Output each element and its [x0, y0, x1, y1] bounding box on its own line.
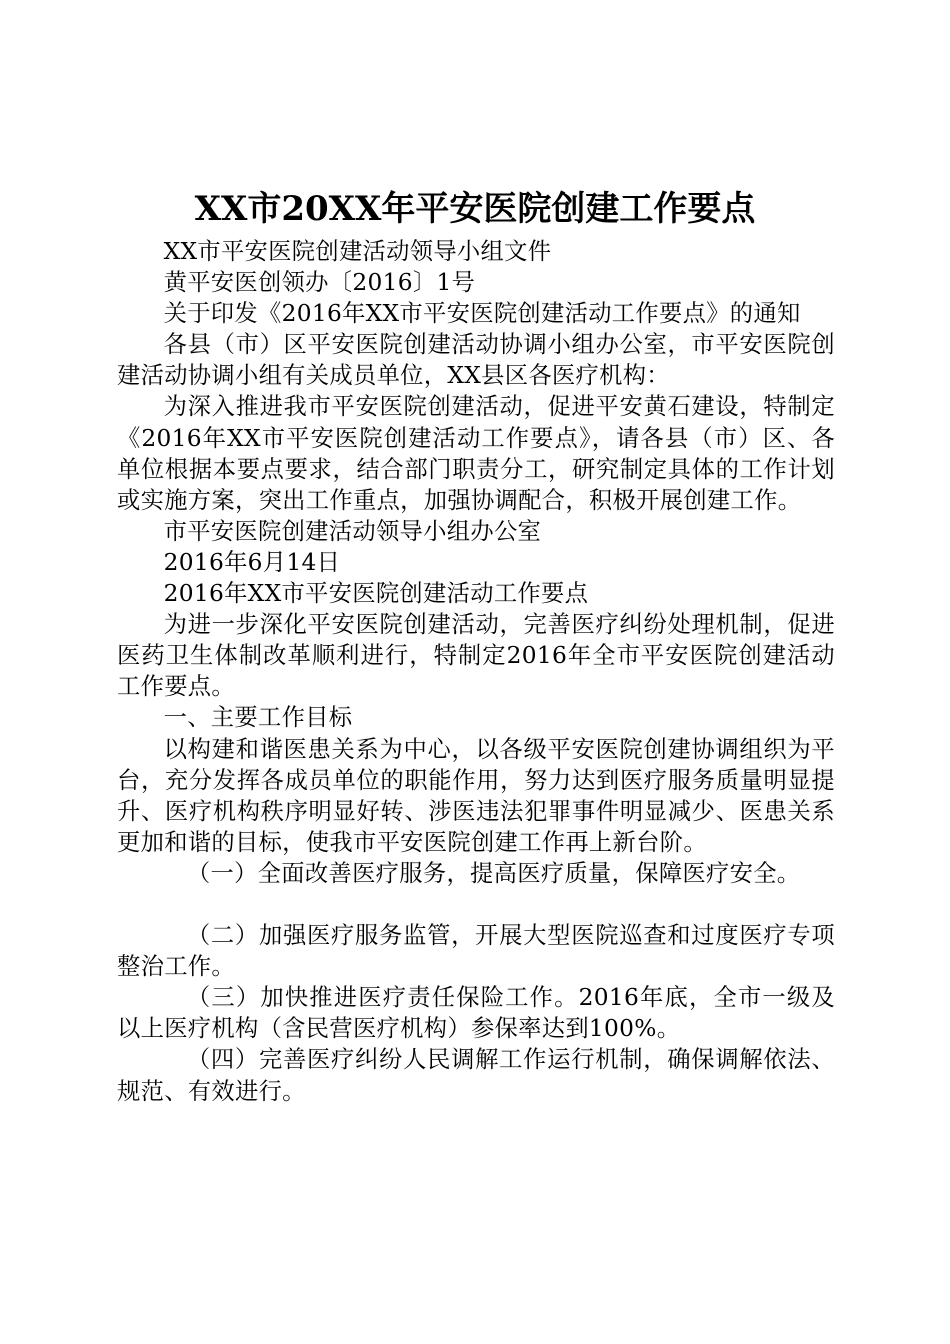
paragraph-heading-goals: 一、主要工作目标 — [163, 704, 353, 732]
paragraph-issuer: XX市平安医院创建活动领导小组文件 — [163, 238, 552, 265]
document-title: XX市20XX年平安医院创建工作要点 — [194, 189, 756, 229]
paragraph-item-1: （一）全面改善医疗服务，提高医疗质量，保障医疗安全。 — [186, 859, 801, 887]
paragraph-item-4: （四）完善医疗纠纷人民调解工作运行机制，确保调解依法、规范、有效进行。 — [117, 1046, 835, 1105]
paragraph-intro: 为进一步深化平安医院创建活动，完善医疗纠纷处理机制，促进医药卫生体制改革顺利进行，特制定2016年全市平安医院创建活动工作要点。 — [117, 611, 835, 701]
paragraph-doc-number: 黄平安医创领办〔2016〕1号 — [163, 269, 476, 297]
paragraph-date: 2016年6月14日 — [163, 548, 341, 576]
paragraph-item-2: （二）加强医疗服务监管，开展大型医院巡查和过度医疗专项整治工作。 — [117, 922, 835, 981]
paragraph-recipients: 各县（市）区平安医院创建活动协调小组办公室，市平安医院创建活动协调小组有关成员单位，XX县区各医疗机构： — [117, 331, 835, 390]
blank-line — [117, 889, 835, 920]
paragraph-signature: 市平安医院创建活动领导小组办公室 — [163, 517, 542, 545]
paragraph-goals: 以构建和谐医患关系为中心，以各级平安医院创建协调组织为平台，充分发挥各成员单位的职能作用，努力达到医疗服务质量明显提升、医疗机构秩序明显好转、涉医违法犯罪事件明显减少、医患关系更加和谐的目标，使我市平安医院创建工作再上新台阶。 — [117, 735, 835, 856]
paragraph-notice-title: 关于印发《2016年XX市平安医院创建活动工作要点》的通知 — [163, 300, 801, 328]
paragraph-item-3: （三）加快推进医疗责任保险工作。2016年底，全市一级及以上医疗机构（含民营医疗机构）参保率达到100%。 — [117, 984, 835, 1043]
document-body — [117, 236, 835, 1107]
paragraph-section-title: 2016年XX市平安医院创建活动工作要点 — [163, 580, 589, 608]
paragraph-notice-body: 为深入推进我市平安医院创建活动，促进平安黄石建设，特制定《2016年XX市平安医院创建活动工作要点》，请各县（市）区、各单位根据本要点要求，结合部门职责分工，研究制定具体的工作计划或实施方案，突出工作重点，加强协调配合，积极开展创建工作。 — [117, 393, 835, 514]
